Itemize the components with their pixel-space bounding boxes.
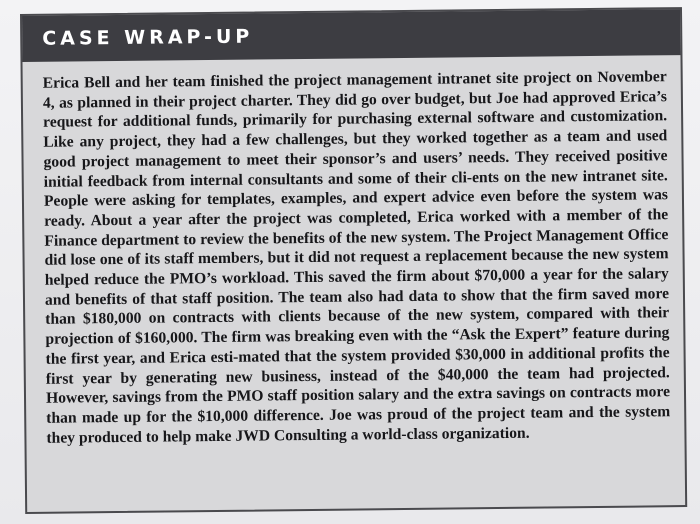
case-title: CASE WRAP-UP — [42, 25, 254, 50]
case-body-text: Erica Bell and her team finished the project management intranet site project on November 4, as planned in their project charter. They did go over budget, but Joe had approved Erica’s request for additional funds, primarily for purchasing external software and customization. Like any project, they had a few challenges, but they worked together as a team and used good project management to meet their sponsor’s and users’ needs. They received positive initial feedback from internal consultants and some of their cli-ents on the new intranet site. People were asking for templates, examples, and expert advice even before the system was ready. About a year after the project was completed, Erica worked with a member of the Finance department to review the benefits of the new system. The Project Management Office did lose one of its staff members, but it did not request a replacement because the new system helped reduce the PMO’s workload. This saved the firm about $70,000 a year for the salary and benefits of that staff position. The team also had data to show that the firm saved more than $180,000 on contracts with clients because of the new system, compared with their projection of $160,000. The firm was breaking even with the “Ask the Expert” feature during the first year, and Erica esti-mated that the system provided $30,000 in additional profits the first year by generating new business, instead of the $40,000 the team had projected. However, savings from the PMO staff position salary and the extra savings on contracts more than made up for the $10,000 difference. Joe was proud of the project team and the system they produced to help make JWD Consulting a world-class organization. — [42, 68, 671, 447]
case-wrap-up-box — [20, 7, 687, 514]
case-header-bar — [22, 9, 680, 62]
case-body — [23, 55, 685, 448]
